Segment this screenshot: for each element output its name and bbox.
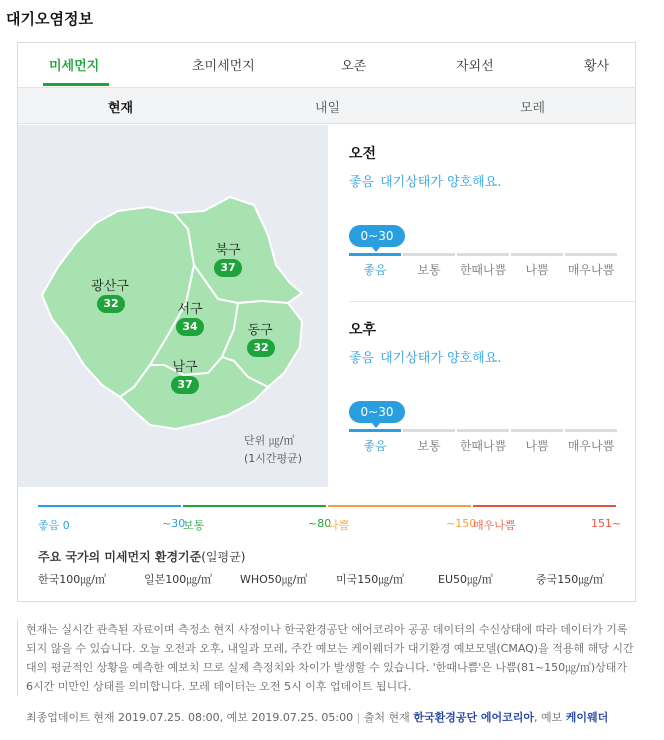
- district-name-seo[interactable]: 서구: [177, 302, 203, 317]
- active-tab-indicator: [43, 83, 109, 86]
- district-name-gwangsan[interactable]: 광산구: [91, 279, 129, 294]
- standard-usa: 미국150㎍/㎥: [336, 573, 404, 586]
- legend-bar-good: [38, 505, 181, 507]
- scale-very-bad: 매우나쁨: [567, 263, 615, 277]
- district-value-seo: 34: [176, 318, 204, 336]
- forecast-divider: [349, 301, 635, 302]
- tab-now[interactable]: 현재: [108, 101, 134, 116]
- scale-good: 좋음: [363, 263, 387, 277]
- district-value-gwangsan: 32: [97, 295, 125, 313]
- district-value-dong: 32: [247, 339, 275, 357]
- scale-normal: 보통: [417, 263, 441, 277]
- legend-normal-end: ~80: [308, 517, 332, 530]
- forecast-am-label: 오전: [349, 146, 377, 162]
- legend-good-end: ~30: [162, 517, 186, 530]
- district-name-dong[interactable]: 동구: [247, 323, 273, 338]
- forecast-am-range: 0~30: [349, 225, 405, 247]
- air-quality-panel: [17, 42, 636, 602]
- forecast-am-desc: 대기상태가 양호해요.: [380, 175, 502, 190]
- standard-eu: EU50㎍/㎥: [438, 573, 493, 586]
- last-updated: 최종업데이트 현재 2019.07.25. 08:00, 예보 2019.07.25. 05:00: [26, 711, 354, 724]
- forecast-pm-label: 오후: [349, 322, 377, 338]
- district-map: [18, 125, 328, 487]
- standard-china: 중국150㎍/㎥: [536, 573, 604, 586]
- legend-normal-label: 보통: [183, 519, 205, 532]
- scale-good: 좋음: [363, 439, 387, 453]
- scale-very-bad: 매우나쁨: [567, 439, 615, 453]
- district-value-buk: 37: [214, 259, 242, 277]
- legend-good-label: 좋음: [38, 519, 60, 532]
- legend-bad-end: ~150: [446, 517, 477, 530]
- legend-bar-normal: [183, 505, 326, 507]
- data-notice: 현재는 실시간 관측된 자료이며 측정소 현지 사정이나 한국환경공단 에어코리아 공공 데이터의 수신상태에 따라 데이터가 기록되지 않을 수 있습니다. 오늘 오전과 오후, 내일과 모레, 주간 예보는 케이웨더가 대기환경 예보모델(CMAQ)을 적용해 해당 시간대의 평균적인 상황을 예측한 예보치 므로 실제 측정치와 차이가 발생할 수 있습니다. '한때나쁨'은 나쁨(81~150㎍/㎥)상태가 6시간 미만인 상태를 의미합니다. 모레 데이터는 오전 5시 이후 업데이트 됩니다. 최종업데이트 현재 2019.07.25. 08:00, 예보 2019.07.25. 05:00 | 출처 현재 한국환경공단 에어코리아, 예보 케이웨더: [17, 620, 636, 696]
- tab-ozone[interactable]: 오존: [341, 59, 367, 74]
- standard-japan: 일본100㎍/㎥: [144, 573, 212, 586]
- forecast-am-scale: [349, 253, 617, 256]
- legend-bar-very-bad: [473, 505, 616, 507]
- scale-bad: 나쁨: [525, 263, 549, 277]
- pollutant-tabs: [18, 43, 635, 87]
- source-airkorea-link[interactable]: 한국환경공단 에어코리아: [413, 711, 535, 724]
- tab-tomorrow[interactable]: 내일: [315, 101, 341, 116]
- tab-day-after[interactable]: 모레: [520, 101, 546, 116]
- scale-normal: 보통: [417, 439, 441, 453]
- standard-who: WHO50㎍/㎥: [240, 573, 308, 586]
- legend-bad-label: 나쁨: [328, 519, 350, 532]
- notice-text: 현재는 실시간 관측된 자료이며 측정소 현지 사정이나 한국환경공단 에어코리아 공공 데이터의 수신상태에 따라 데이터가 기록되지 않을 수 있습니다. 오늘 오전과 오후, 내일과 모레, 주간 예보는 케이웨더가 대기환경 예보모델(CMAQ)을 적용해 해당 시간대의 평균적인 상황을 예측한 예보치 므로 실제 측정치와 차이가 발생할 수 있습니다. '한때나쁨'은 나쁨(81~150㎍/㎥)상태가 6시간 미만인 상태를 의미합니다. 모레 데이터는 오전 5시 이후 업데이트 됩니다.: [26, 623, 634, 693]
- scale-temp-bad: 한때나쁨: [459, 263, 507, 277]
- time-tabs: [18, 87, 635, 124]
- forecast-pm-desc: 대기상태가 양호해요.: [380, 351, 502, 366]
- tab-fine-dust[interactable]: 미세먼지: [49, 59, 100, 74]
- forecast-pm-grade: 좋음: [349, 351, 375, 366]
- district-name-buk[interactable]: 북구: [215, 243, 241, 258]
- tab-yellow-dust[interactable]: 황사: [584, 59, 610, 74]
- legend-good-start: 0: [62, 519, 70, 532]
- map-unit: 단위 ㎍/㎥ (1시간평균): [244, 434, 303, 465]
- scale-bad: 나쁨: [525, 439, 549, 453]
- legend-very-bad-end: 151~: [591, 517, 622, 530]
- district-value-nam: 37: [171, 376, 199, 394]
- district-name-nam[interactable]: 남구: [172, 360, 198, 375]
- forecast-am: [349, 143, 635, 277]
- standard-korea: 한국100㎍/㎥: [38, 573, 106, 586]
- forecast-pm-range: 0~30: [349, 401, 405, 423]
- legend-very-bad-label: 매우나쁨: [473, 519, 516, 532]
- tab-ultrafine-dust[interactable]: 초미세먼지: [192, 59, 255, 74]
- tab-uv[interactable]: 자외선: [456, 59, 494, 74]
- forecast-pm: [349, 319, 635, 453]
- page-title: 대기오염정보: [6, 10, 93, 28]
- forecast-pm-scale: [349, 429, 617, 432]
- scale-temp-bad: 한때나쁨: [459, 439, 507, 453]
- forecast-am-grade: 좋음: [349, 175, 375, 190]
- standards-title: 주요 국가의 미세먼지 환경기준(일평균): [38, 550, 246, 564]
- legend-bar-bad: [328, 505, 471, 507]
- source-kweather-link[interactable]: 케이웨더: [565, 711, 609, 724]
